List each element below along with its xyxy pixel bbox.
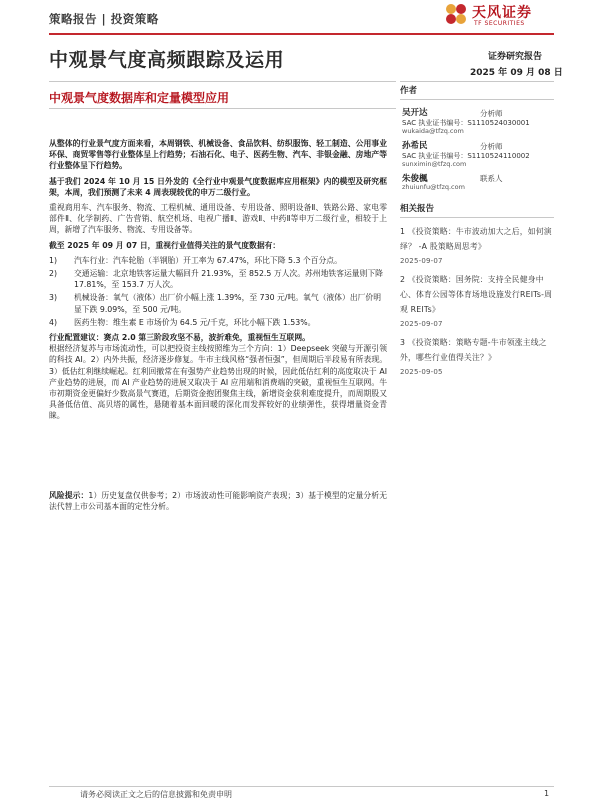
- industry-list-paragraph: 重视商用车、汽车服务、物流、工程机械、通用设备、专用设备、照明设备Ⅱ、铁路公路、家电零部件Ⅱ、化学制药、广告营销、航空机场、电视广播Ⅱ、游戏Ⅱ、中药Ⅱ等申万二级行业，相较于上周，新增了汽车服务、物流、专用设备等。: [49, 203, 387, 235]
- company-logo: [444, 0, 554, 30]
- risk-paragraph: [49, 490, 387, 512]
- author-role: 分析师: [480, 109, 503, 118]
- related-report-date: 2025-09-07: [400, 320, 443, 328]
- author-name: 吴开达: [402, 108, 428, 118]
- logo-subtext: TF SECURITIES: [474, 20, 525, 27]
- page-subtitle: 中观景气度数据库和定量模型应用: [49, 91, 230, 105]
- logo-text: 天风证券: [472, 5, 532, 21]
- related-report-title[interactable]: 1 《投资策略：牛市波动加大之后，如何演绎？ -A 股策略周思考》: [400, 227, 552, 251]
- summary-paragraph: 从整体的行业景气度方面来看，本周钢铁、机械设备、食品饮料、纺织服饰、轻工制造、公用事业环保、商贸零售等行业整体呈上行趋势；石油石化、电子、医药生物、汽车、非银金融、房地产等行业整体呈下行趋势。: [49, 139, 387, 171]
- list-number: 2): [49, 269, 58, 279]
- author-entry: [400, 139, 554, 172]
- related-report-title[interactable]: 3 《投资策略：策略专题-牛市领涨主线之外，哪些行业值得关注？》: [400, 338, 547, 362]
- related-report-title[interactable]: 2 《投资策略：国务院：支持全民健身中心、体育公园等体育场地设施发行REITs-周观 REITs》: [400, 275, 553, 314]
- author-role: 联系人: [480, 174, 503, 183]
- allocation-paragraph: 根据经济复苏与市场流动性，可以把投资主线按照维为三个方向：1）Deepseek 突破与开源引领的科技 AI。2）内外共振，经济逐步修复。牛市主线风格“强者恒强”，但周期后半段易有所表现。3）低估红利继续崛起。红利回撤常在有强势产业趋势出现的时候，因此低估红利的高度取决于 AI 产业趋势的进展，而 AI 产业趋势的进展又取决于 AI 应用端和消费端的突破，重视恒生互联网。牛市初期资金更偏好少数高景气赛道，后期资金抱团聚焦主线，新增资金获利难度提升，而周期股又具备低估值、高贝塔的属性，悬随着基本面回暖的深化而发挥较好的业绩弹性，获得增量资金青睐。: [49, 344, 387, 421]
- report-category: 策略报告 | 投资策略: [49, 12, 159, 26]
- report-date: 2025 年 09 月 08 日: [470, 68, 563, 78]
- tf-logo-icon: [444, 2, 468, 26]
- page-number: 1: [544, 789, 550, 798]
- sidebar-top-divider: [400, 81, 554, 82]
- page-title: 中观景气度高频跟踪及运用: [49, 49, 285, 71]
- list-item: [49, 317, 387, 328]
- author-license: SAC 执业证书编号：S1110524110002: [402, 152, 530, 160]
- report-type: 证券研究报告: [488, 52, 543, 62]
- footer-disclaimer: 请务必阅读正文之后的信息披露和免责申明: [80, 790, 232, 799]
- list-text: 汽车行业：汽车轮胎（半钢胎）开工率为 67.47%，环比下降 5.3 个百分点。: [74, 255, 342, 265]
- report-body: [49, 138, 387, 516]
- indicator-list: [49, 255, 387, 328]
- related-report-item[interactable]: [400, 335, 554, 380]
- allocation-heading: 行业配置建议：赛点 2.0 第三阶段攻坚不易，波折难免，重视恒生互联网。: [49, 333, 310, 343]
- related-report-date: 2025-09-05: [400, 368, 443, 376]
- author-name: 孙希民: [402, 141, 428, 151]
- title-divider: [49, 81, 396, 82]
- sidebar: [400, 84, 554, 383]
- list-text: 交通运输：北京地铁客运量大幅回升 21.93%，至 852.5 万人次。苏州地铁客运量则下降 17.81%，至 153.7 万人次。: [74, 269, 383, 290]
- model-paragraph: 基于我们 2024 年 10 月 15 日外发的《全行业中观景气度数据库应用框架》内的模型及研究框架，本周，我们预测了未来 4 周表现较优的申万二级行业。: [49, 176, 387, 197]
- footer-divider: [49, 786, 554, 787]
- header-divider: [49, 33, 554, 35]
- list-item: [49, 268, 387, 290]
- author-entry: [400, 172, 554, 196]
- author-email[interactable]: zhuiunfu@tfzq.com: [402, 183, 465, 191]
- list-number: 3): [49, 293, 58, 303]
- author-email[interactable]: wukaida@tfzq.com: [402, 127, 464, 135]
- data-intro-paragraph: 截至 2025 年 09 月 07 日，重视行业值得关注的景气度数据有：: [49, 240, 281, 250]
- author-role: 分析师: [480, 142, 503, 151]
- related-report-item[interactable]: [400, 272, 554, 332]
- subtitle-divider: [49, 108, 396, 109]
- author-entry: [400, 106, 554, 139]
- list-number: 1): [49, 255, 58, 265]
- related-divider: [400, 217, 554, 218]
- list-text: 机械设备：氧气（液体）出厂价小幅上涨 1.39%，至 730 元/吨。氧气（液体）出厂价明显下跌 9.09%，至 500 元/吨。: [74, 293, 382, 314]
- list-item: [49, 292, 387, 314]
- related-reports-heading: 相关报告: [400, 204, 435, 214]
- author-license: SAC 执业证书编号：S1110524030001: [402, 119, 530, 127]
- list-text: 医药生物：维生素 E 市场价为 64.5 元/千克，环比小幅下跌 1.53%。: [74, 317, 316, 327]
- related-report-item[interactable]: [400, 224, 554, 269]
- author-email[interactable]: sunximin@tfzq.com: [402, 160, 467, 168]
- author-name: 朱俊楓: [402, 174, 428, 184]
- risk-text: 1）历史复盘仅供参考；2）市场波动性可能影响资产表现；3）基于模型的定量分析无法代替上市公司基本面的定性分析。: [49, 490, 387, 511]
- list-item: [49, 255, 387, 266]
- risk-label: 风险提示：: [49, 490, 89, 500]
- list-number: 4): [49, 317, 58, 327]
- authors-heading: 作者: [400, 86, 418, 96]
- authors-divider: [400, 99, 554, 100]
- related-report-date: 2025-09-07: [400, 257, 443, 265]
